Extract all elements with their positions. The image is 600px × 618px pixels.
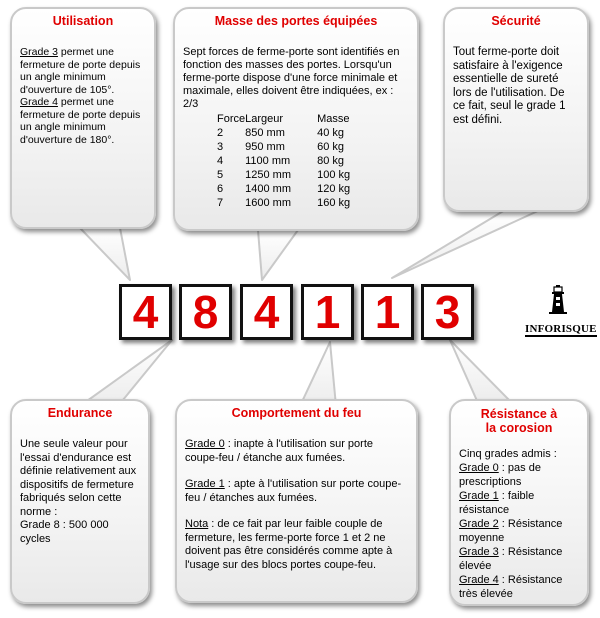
row-masse: 160 kg: [317, 197, 351, 209]
feu-bubble: [175, 399, 418, 603]
digit-2: 8: [179, 284, 232, 340]
corrosion-title-line2: la corosion: [485, 421, 553, 435]
feu-title: Comportement du feu: [231, 406, 362, 420]
masse-table: [217, 112, 350, 210]
corrosion-grade-list: [459, 461, 579, 601]
inforisque-logo: [525, 284, 597, 338]
digit-6: 3: [421, 284, 474, 340]
endurance-grade: Grade 8 : 500 000 cycles: [20, 519, 109, 545]
utilisation-grade3-label: Grade 3: [20, 46, 58, 58]
corrosion-grade-label: Grade 4: [459, 574, 499, 586]
masse-pointer: [258, 230, 298, 280]
digit-3: 4: [240, 284, 293, 340]
digit-5: 1: [361, 284, 414, 340]
corrosion-pointer: [450, 340, 512, 403]
row-largeur: 1100 mm: [245, 155, 291, 167]
row-force: 6: [217, 183, 224, 195]
masse-intro: Sept forces de ferme-porte sont identifiés en fonction des masses des portes. Lorsqu'un ferme-porte dispose d'une force minimale et maximale, elles doivent être indiquées, ex : 2/3: [183, 46, 400, 110]
header-masse: Masse: [317, 113, 350, 125]
utilisation-grade4-label: Grade 4: [20, 96, 58, 108]
row-force: 3: [217, 141, 224, 153]
row-masse: 120 kg: [317, 183, 351, 195]
corrosion-grade-label: Grade 2: [459, 518, 499, 530]
feu-grade1-label: Grade 1: [185, 478, 225, 490]
logo-text: INFORISQUE: [525, 323, 597, 335]
utilisation-grade4-text: permet une fermeture de porte depuis un angle minimum d'ouverture de 180°.: [20, 96, 141, 146]
utilisation-grade3-text: permet une fermeture de porte depuis un angle minimum d'ouverture de 105°.: [20, 46, 141, 96]
masse-table-row: [217, 140, 350, 154]
masse-table-row: [217, 154, 350, 168]
corrosion-grade-text: : faible résistance: [459, 490, 535, 516]
digit-1: 4: [119, 284, 172, 340]
row-masse: 100 kg: [317, 169, 351, 181]
securite-title: Sécurité: [491, 14, 541, 28]
utilisation-title: Utilisation: [52, 14, 114, 28]
feu-grade0-text: : inapte à l'utilisation sur porte coupe-feu / étanche aux fumées.: [185, 438, 373, 464]
masse-bubble: [173, 7, 419, 231]
utilisation-pointer: [80, 228, 130, 280]
row-largeur: 1250 mm: [245, 169, 291, 181]
corrosion-grade-text: : Résistance très élevée: [459, 574, 563, 600]
corrosion-grade-text: : Résistance élevée: [459, 546, 563, 572]
masse-table-header: [217, 112, 350, 126]
corrosion-grade-text: : Résistance moyenne: [459, 518, 563, 544]
masse-table-row: [217, 168, 350, 182]
lighthouse-icon: [547, 284, 569, 314]
corrosion-grade-label: Grade 1: [459, 490, 499, 502]
corrosion-grade-item: [459, 573, 579, 601]
endurance-pointer: [80, 340, 172, 406]
masse-table-row: [217, 182, 350, 196]
row-force: 2: [217, 127, 224, 139]
endurance-text: Une seule valeur pour l'essai d'endurance est définie relativement aux dispositifs de fermeture fabriqués selon cette norme :: [20, 438, 137, 518]
row-force: 5: [217, 169, 224, 181]
corrosion-title: [459, 407, 579, 435]
row-masse: 40 kg: [317, 127, 345, 139]
row-largeur: 850 mm: [245, 127, 285, 139]
corrosion-grade-item: [459, 517, 579, 545]
row-force: 4: [217, 155, 224, 167]
corrosion-intro: Cinq grades admis :: [459, 448, 557, 460]
endurance-bubble: [10, 399, 150, 604]
row-force: 7: [217, 197, 224, 209]
corrosion-grade-label: Grade 3: [459, 546, 499, 558]
header-largeur: Largeur: [245, 113, 284, 125]
feu-nota-text: : de ce fait par leur faible couple de fermeture, les ferme-porte force 1 et 2 ne doivent pas être considérés comme apte à l'usage sur des blocs portes coupe-feu.: [185, 518, 393, 571]
row-masse: 80 kg: [317, 155, 345, 167]
corrosion-grade-label: Grade 0: [459, 462, 499, 474]
feu-grade0-label: Grade 0: [185, 438, 225, 450]
corrosion-grade-item: [459, 461, 579, 489]
corrosion-grade-text: : pas de prescriptions: [459, 462, 541, 488]
header-force: Force: [217, 113, 246, 125]
corrosion-title-line1: Résistance à: [480, 407, 558, 421]
row-masse: 60 kg: [317, 141, 345, 153]
digit-4: 1: [301, 284, 354, 340]
masse-table-row: [217, 196, 350, 210]
securite-text: Tout ferme-porte doit satisfaire à l'exigence essentielle de sureté lors de l'utilisation. De ce fait, seul le grade 1 est défini.: [453, 46, 566, 126]
feu-nota-label: Nota: [185, 518, 209, 530]
masse-title: Masse des portes équipées: [214, 14, 378, 28]
corrosion-bubble: [449, 399, 589, 606]
row-largeur: 1600 mm: [245, 197, 291, 209]
corrosion-grade-item: [459, 489, 579, 517]
utilisation-bubble: [10, 7, 156, 229]
masse-table-row: [217, 126, 350, 140]
feu-grade1-text: : apte à l'utilisation sur porte coupe-feu / étanches aux fumées.: [185, 478, 402, 504]
row-largeur: 1400 mm: [245, 183, 291, 195]
corrosion-grade-item: [459, 545, 579, 573]
feu-pointer: [300, 342, 336, 406]
securite-bubble: [443, 7, 589, 212]
row-largeur: 950 mm: [245, 141, 285, 153]
endurance-title: Endurance: [47, 406, 113, 420]
